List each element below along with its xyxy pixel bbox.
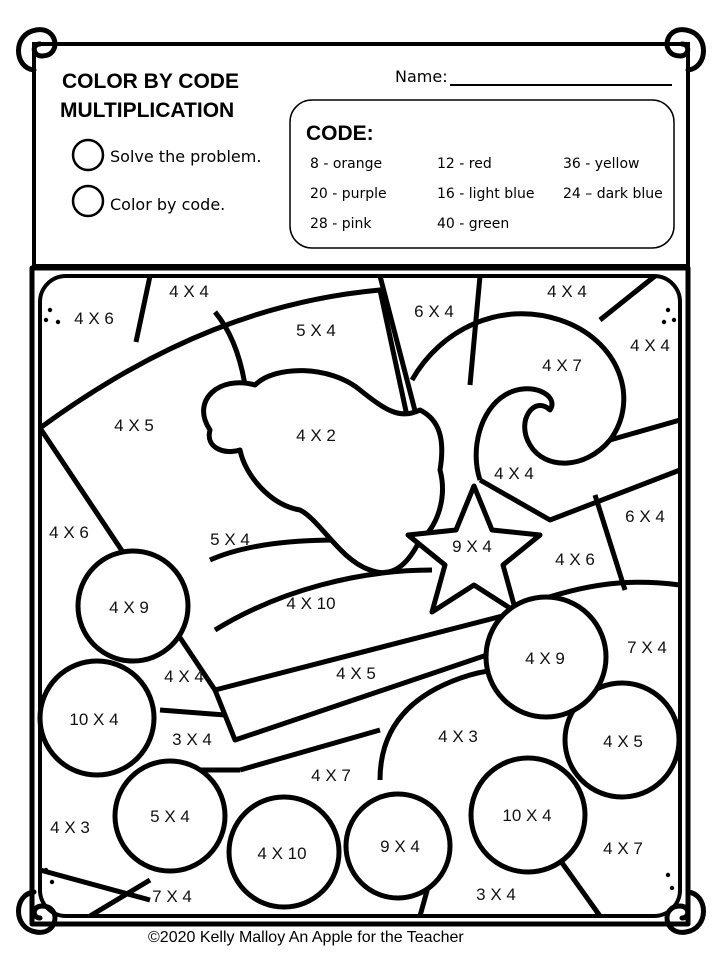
- problem-label[interactable]: 4 X 3: [438, 727, 478, 746]
- problem-label[interactable]: 3 X 4: [476, 885, 516, 904]
- problem-label[interactable]: 4 X 4: [169, 282, 209, 301]
- corner-swirl-top-right: [667, 30, 703, 70]
- code-entry: 8 - orange: [310, 156, 383, 172]
- problem-label[interactable]: 4 X 6: [74, 309, 114, 328]
- problem-label[interactable]: 7 X 4: [152, 887, 192, 906]
- code-entry: 24 – dark blue: [563, 186, 663, 202]
- problem-label[interactable]: 5 X 4: [150, 807, 190, 826]
- coloring-picture: [32, 268, 688, 924]
- problem-label[interactable]: 7 X 4: [627, 638, 667, 657]
- problem-label[interactable]: 4 X 7: [311, 766, 351, 785]
- code-entries: [310, 156, 663, 232]
- corner-swirl-top-left: [19, 30, 55, 70]
- code-entry: 16 - light blue: [437, 186, 535, 202]
- title-line-2: MULTIPLICATION: [60, 99, 235, 122]
- step-text-2: Color by code.: [110, 195, 226, 214]
- problem-label[interactable]: 4 X 9: [109, 598, 149, 617]
- problem-label[interactable]: 4 X 7: [542, 356, 582, 375]
- problem-label[interactable]: 4 X 2: [296, 426, 336, 445]
- region-divider: [600, 276, 655, 320]
- problem-label[interactable]: 4 X 4: [547, 282, 587, 301]
- problem-label[interactable]: 4 X 4: [630, 336, 670, 355]
- problem-label[interactable]: 4 X 10: [257, 844, 307, 863]
- problem-label[interactable]: 4 X 5: [336, 664, 376, 683]
- problem-label[interactable]: 4 X 6: [555, 550, 595, 569]
- region-divider: [136, 276, 150, 342]
- problem-label[interactable]: 5 X 4: [210, 530, 250, 549]
- region-divider: [240, 730, 380, 770]
- problem-label[interactable]: 4 X 9: [525, 649, 565, 668]
- problem-label[interactable]: 3 X 4: [172, 730, 212, 749]
- step-checkbox-2[interactable]: [73, 186, 103, 216]
- step-checkbox-1[interactable]: [73, 140, 103, 170]
- code-entry: 28 - pink: [310, 216, 372, 232]
- problem-label[interactable]: 4 X 5: [603, 732, 643, 751]
- problem-label[interactable]: 4 X 5: [114, 416, 154, 435]
- problem-label[interactable]: 4 X 6: [49, 523, 89, 542]
- code-title: CODE:: [306, 122, 374, 145]
- problem-label[interactable]: 10 X 4: [502, 806, 552, 825]
- problem-label[interactable]: 5 X 4: [296, 321, 336, 340]
- problem-label[interactable]: 6 X 4: [625, 507, 665, 526]
- problem-label[interactable]: 10 X 4: [69, 710, 119, 729]
- problem-label[interactable]: 4 X 4: [494, 464, 534, 483]
- region-divider: [40, 870, 150, 900]
- step-text-1: Solve the problem.: [110, 147, 262, 166]
- problem-label[interactable]: 9 X 4: [452, 537, 492, 556]
- copyright-footer: ©2020 Kelly Malloy An Apple for the Teacher: [148, 929, 464, 946]
- region-divider: [160, 710, 225, 715]
- region-divider: [595, 495, 625, 590]
- code-entry: 12 - red: [437, 156, 492, 172]
- name-label: Name:: [395, 67, 448, 86]
- problem-label[interactable]: 4 X 10: [286, 594, 336, 613]
- code-entry: 20 - purple: [310, 186, 387, 202]
- title-line-1: COLOR BY CODE: [62, 70, 239, 93]
- problem-label[interactable]: 4 X 3: [50, 818, 90, 837]
- code-entry: 40 - green: [437, 216, 510, 232]
- region-divider: [560, 860, 600, 916]
- problem-label[interactable]: 4 X 4: [164, 667, 204, 686]
- code-entry: 36 - yellow: [563, 156, 640, 172]
- problem-label[interactable]: 4 X 7: [603, 839, 643, 858]
- problem-label[interactable]: 6 X 4: [414, 302, 454, 321]
- problem-label[interactable]: 9 X 4: [380, 837, 420, 856]
